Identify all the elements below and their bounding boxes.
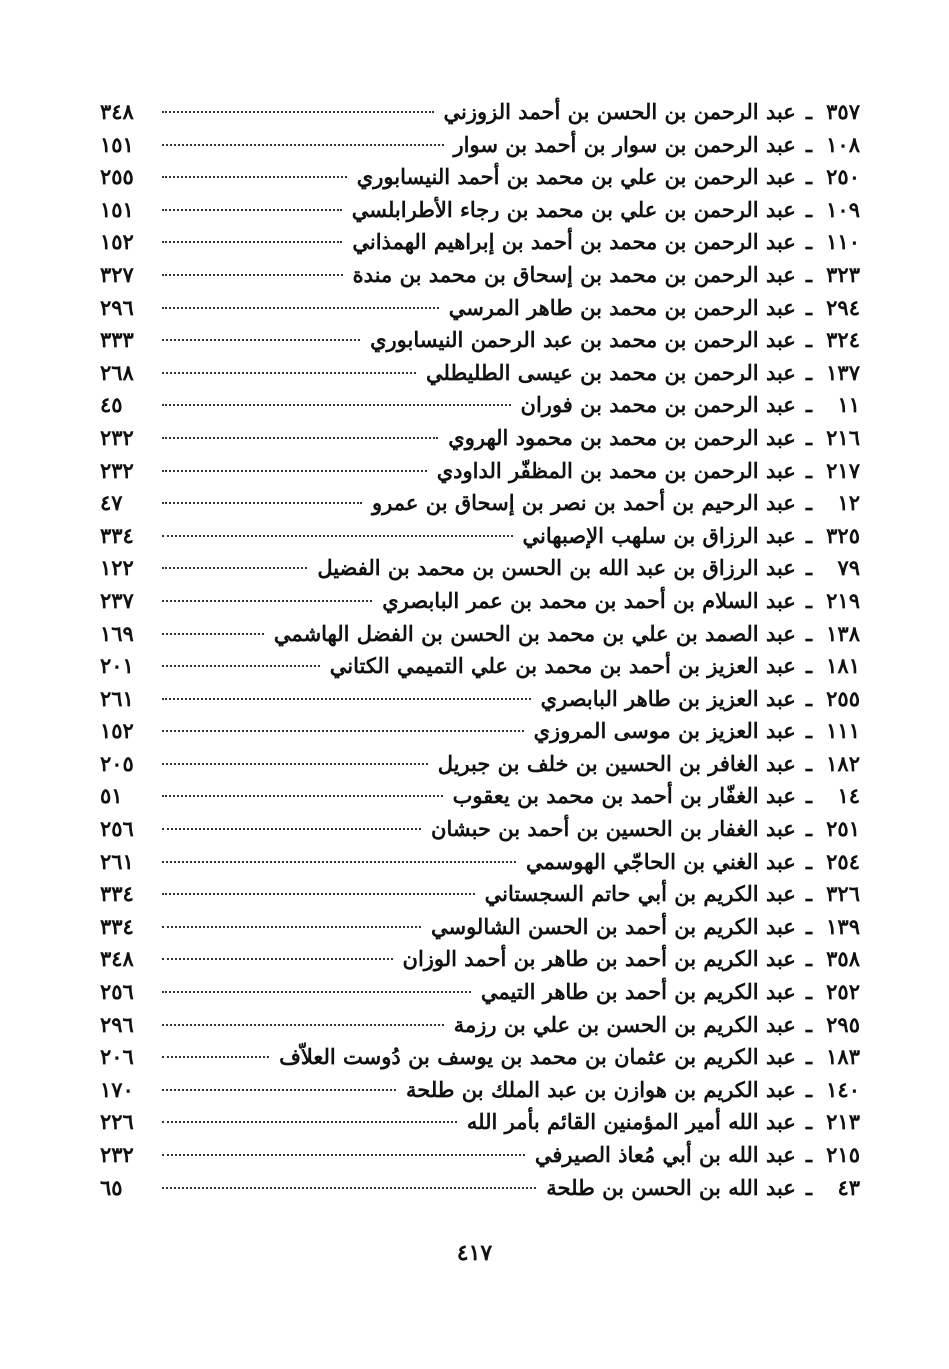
entry-number: ٢١٣	[826, 1109, 860, 1135]
dot-leader	[162, 567, 307, 569]
entry-name: عبد الرحمن بن محمد بن محمود الهروي	[448, 424, 796, 450]
entry-number: ٣٢٤	[826, 327, 860, 353]
dot-leader	[162, 1187, 536, 1189]
entry-name: عبد الرحيم بن أحمد بن نصر بن إسحاق بن عمرو	[372, 490, 796, 516]
entry-page: ١٦٩	[100, 620, 134, 646]
entry-name: عبد الصمد بن علي بن محمد بن الحسن بن الفضل الهاشمي	[273, 620, 796, 646]
index-entry	[100, 878, 860, 911]
entry-name: عبد الكريم بن أحمد بن طاهر بن أحمد الوزان	[402, 946, 796, 972]
entry-page: ٢٣٢	[100, 424, 134, 450]
index-entry	[100, 324, 860, 357]
entry-separator: ـ	[805, 261, 812, 287]
index-entry	[100, 194, 860, 227]
entry-name: عبد الغفّار بن أحمد بن محمد بن يعقوب	[452, 783, 796, 809]
entry-name: عبد الله أمير المؤمنين القائم بأمر الله	[466, 1109, 796, 1135]
entry-page: ٢٦١	[100, 685, 134, 711]
entry-separator: ـ	[805, 294, 812, 320]
entry-separator: ـ	[805, 1142, 812, 1167]
entry-page: ٣٢٧	[100, 261, 134, 287]
entry-page: ٥١	[100, 783, 123, 809]
entry-separator: ـ	[805, 685, 812, 711]
entry-separator: ـ	[805, 979, 812, 1005]
entry-name: عبد الرحمن بن محمد بن عبد الرحمن النيسابوري	[370, 327, 796, 353]
entry-page: ٢٦١	[100, 848, 134, 874]
entry-separator: ـ	[805, 913, 812, 939]
entry-page: ٢٥٦	[100, 979, 134, 1005]
index-entry	[100, 1106, 860, 1139]
entry-separator: ـ	[805, 522, 812, 548]
entry-page: ٢٣٧	[100, 587, 134, 613]
entry-number: ١٣٨	[826, 620, 860, 646]
page-number: ٤١٧	[456, 1240, 493, 1266]
entry-page: ٣٣٣	[100, 327, 134, 353]
entry-name: عبد الكريم بن الحسن بن علي بن رزمة	[453, 1011, 796, 1037]
index-entry	[100, 846, 860, 879]
entry-page: ١٥١	[100, 131, 134, 157]
entry-name: عبد الله بن الحسن بن طلحة	[546, 1174, 796, 1200]
entry-separator: ـ	[805, 783, 812, 809]
entry-separator: ـ	[805, 327, 812, 353]
entry-page: ٣٣٤	[100, 913, 134, 939]
entry-page: ٤٧	[100, 490, 123, 516]
index-entry	[100, 389, 860, 422]
entry-page: ٢٢٦	[100, 1109, 134, 1135]
entry-page: ٢٩٦	[100, 294, 134, 320]
entry-name: عبد السلام بن أحمد بن محمد بن عمر البابصري	[382, 587, 796, 613]
entry-name: عبد الرحمن بن محمد بن المظفّر الداودي	[436, 457, 796, 483]
entry-page: ٢٣٢	[100, 1142, 134, 1167]
entry-page: ٢٩٦	[100, 1011, 134, 1037]
entry-number: ٢٥٤	[826, 848, 860, 874]
index-entry	[100, 683, 860, 716]
index-entry	[100, 715, 860, 748]
dot-leader	[162, 1056, 269, 1058]
index-entry	[100, 748, 860, 781]
entry-separator: ـ	[805, 99, 812, 124]
entry-number: ١٠٨	[826, 131, 860, 157]
entry-number: ٣٢٥	[826, 522, 860, 548]
index-entry	[100, 1074, 860, 1107]
entry-page: ١٥١	[100, 196, 134, 222]
dot-leader	[162, 535, 513, 537]
entry-name: عبد الله بن أبي مُعاذ الصيرفي	[534, 1142, 796, 1167]
entry-name: عبد العزيز بن أحمد بن محمد بن علي التميمي الكتاني	[329, 653, 796, 679]
entry-number: ٢١٩	[826, 587, 860, 613]
index-entry	[100, 552, 860, 585]
entry-separator: ـ	[805, 587, 812, 613]
entry-separator: ـ	[805, 196, 812, 222]
entry-separator: ـ	[805, 816, 812, 842]
dot-leader	[162, 1024, 444, 1026]
dot-leader	[162, 861, 516, 863]
entry-number: ٢٩٥	[826, 1011, 860, 1037]
entry-name: عبد الكريم بن عثمان بن محمد بن يوسف بن دُوست العلاّف	[279, 1044, 796, 1070]
entry-page: ٢٠٥	[100, 750, 134, 776]
entry-number: ١١٠	[826, 229, 860, 255]
entry-separator: ـ	[805, 653, 812, 679]
entry-page: ٣٣٤	[100, 522, 134, 548]
entry-separator: ـ	[805, 1109, 812, 1135]
index-entry	[100, 943, 860, 976]
entry-name: عبد الكريم بن أبي حاتم السجستاني	[484, 881, 796, 907]
index-entry	[100, 226, 860, 259]
entry-separator: ـ	[805, 164, 812, 190]
dot-leader	[162, 698, 531, 700]
entry-separator: ـ	[805, 131, 812, 157]
entry-separator: ـ	[805, 392, 812, 418]
entry-separator: ـ	[805, 490, 812, 516]
index-entry	[100, 1139, 860, 1172]
dot-leader	[162, 502, 362, 504]
entry-number: ٢٥٢	[826, 979, 860, 1005]
entry-name: عبد الرحمن بن محمد بن إسحاق بن محمد بن مندة	[352, 261, 796, 287]
index-list	[100, 96, 860, 1204]
entry-page: ٢٠١	[100, 653, 134, 679]
entry-separator: ـ	[805, 946, 812, 972]
entry-name: عبد الغافر بن الحسين بن خلف بن جبريل	[437, 750, 796, 776]
entry-number: ٣٢٦	[826, 881, 860, 907]
entry-number: ٣٢٣	[826, 261, 860, 287]
dot-leader	[162, 633, 264, 635]
entry-number: ٣٥٨	[826, 946, 860, 972]
index-entry	[100, 520, 860, 553]
entry-name: عبد العزيز بن موسى المروزي	[533, 718, 796, 744]
dot-leader	[162, 600, 372, 602]
entry-number: ١١	[837, 392, 860, 418]
dot-leader	[162, 339, 360, 341]
entry-page: ٤٥	[100, 392, 123, 418]
entry-name: عبد الرزاق بن سلهب الإصبهاني	[522, 522, 796, 548]
entry-name: عبد العزيز بن طاهر البابصري	[540, 685, 796, 711]
entry-name: عبد الرحمن بن علي بن محمد بن أحمد النيسابوري	[356, 164, 796, 190]
entry-number: ١٣٧	[826, 359, 860, 385]
entry-number: ١٣٩	[826, 913, 860, 939]
index-entry	[100, 1041, 860, 1074]
dot-leader	[162, 926, 421, 928]
dot-leader	[162, 404, 511, 406]
index-entry	[100, 129, 860, 162]
entry-number: ١٨٢	[826, 750, 860, 776]
entry-number: ٧٩	[837, 555, 860, 581]
entry-separator: ـ	[805, 1011, 812, 1037]
index-entry	[100, 618, 860, 651]
entry-number: ١٤	[837, 783, 860, 809]
entry-separator: ـ	[805, 620, 812, 646]
index-entry	[100, 1009, 860, 1042]
entry-separator: ـ	[805, 424, 812, 450]
entry-number: ٣٥٧	[826, 99, 860, 124]
index-entry	[100, 585, 860, 618]
entry-name: عبد الكريم بن هوازن بن عبد الملك بن طلحة	[406, 1076, 796, 1102]
entry-page: ١٥٢	[100, 229, 134, 255]
index-entry	[100, 911, 860, 944]
dot-leader	[162, 1154, 525, 1156]
entry-page: ١٧٠	[100, 1076, 134, 1102]
entry-separator: ـ	[805, 848, 812, 874]
entry-number: ٢٩٤	[826, 294, 860, 320]
dot-leader	[162, 1121, 457, 1123]
entry-number: ٤٣	[837, 1174, 860, 1200]
dot-leader	[162, 665, 320, 667]
index-entry	[100, 96, 860, 129]
entry-name: عبد الرحمن بن سوار بن أحمد بن سوار	[453, 131, 796, 157]
entry-name: عبد الغفار بن الحسين بن أحمد بن حبشان	[431, 816, 796, 842]
entry-number: ١٠٩	[826, 196, 860, 222]
dot-leader	[162, 209, 342, 211]
dot-leader	[162, 307, 439, 309]
entry-separator: ـ	[805, 1174, 812, 1200]
entry-name: عبد الغني بن الحاجّي الهوسمي	[526, 848, 796, 874]
entry-separator: ـ	[805, 555, 812, 581]
entry-name: عبد الرحمن بن محمد بن فوران	[520, 392, 796, 418]
index-entry	[100, 976, 860, 1009]
entry-page: ٢٥٥	[100, 164, 134, 190]
entry-number: ١٢	[837, 490, 860, 516]
index-entry	[100, 780, 860, 813]
dot-leader	[162, 763, 428, 765]
dot-leader	[162, 991, 471, 993]
entry-number: ٢١٧	[826, 457, 860, 483]
entry-name: عبد الرحمن بن علي بن محمد بن رجاء الأطرابلسي	[351, 196, 796, 222]
entry-number: ٢١٥	[826, 1142, 860, 1167]
index-entry	[100, 455, 860, 488]
index-entry	[100, 1172, 860, 1205]
entry-separator: ـ	[805, 229, 812, 255]
entry-name: عبد الرحمن بن الحسن بن أحمد الزوزني	[443, 99, 796, 124]
entry-page: ٦٥	[100, 1174, 123, 1200]
entry-page: ٣٤٨	[100, 99, 134, 124]
dot-leader	[162, 111, 434, 113]
index-entry	[100, 422, 860, 455]
entry-number: ١٨٣	[826, 1044, 860, 1070]
entry-separator: ـ	[805, 457, 812, 483]
entry-number: ١١١	[826, 718, 860, 744]
index-entry	[100, 161, 860, 194]
dot-leader	[162, 437, 438, 439]
entry-number: ١٨١	[826, 653, 860, 679]
entry-name: عبد الكريم بن أحمد بن الحسن الشالوسي	[430, 913, 796, 939]
dot-leader	[162, 958, 393, 960]
entry-separator: ـ	[805, 1076, 812, 1102]
dot-leader	[162, 176, 347, 178]
entry-number: ١٤٠	[826, 1076, 860, 1102]
index-entry	[100, 259, 860, 292]
entry-number: ٢٥٥	[826, 685, 860, 711]
entry-separator: ـ	[805, 881, 812, 907]
entry-separator: ـ	[805, 750, 812, 776]
dot-leader	[162, 241, 342, 243]
dot-leader	[162, 144, 444, 146]
entry-page: ٢٠٦	[100, 1044, 134, 1070]
entry-page: ٢٣٢	[100, 457, 134, 483]
entry-name: عبد الرحمن بن محمد بن عيسى الطليطلي	[425, 359, 796, 385]
entry-page: ٢٥٦	[100, 816, 134, 842]
index-entry	[100, 292, 860, 325]
entry-name: عبد الرحمن بن محمد بن أحمد بن إبراهيم الهمذاني	[352, 229, 796, 255]
dot-leader	[162, 795, 443, 797]
entry-name: عبد الرحمن بن محمد بن طاهر المرسي	[448, 294, 796, 320]
index-entry	[100, 487, 860, 520]
entry-page: ٣٤٨	[100, 946, 134, 972]
dot-leader	[162, 470, 427, 472]
entry-number: ٢٥٠	[826, 164, 860, 190]
dot-leader	[162, 730, 524, 732]
index-entry	[100, 357, 860, 390]
index-entry	[100, 650, 860, 683]
entry-page: ٣٣٤	[100, 881, 134, 907]
entry-page: ١٢٢	[100, 555, 134, 581]
entry-separator: ـ	[805, 718, 812, 744]
dot-leader	[162, 828, 421, 830]
index-entry	[100, 813, 860, 846]
dot-leader	[162, 893, 475, 895]
entry-number: ٢١٦	[826, 424, 860, 450]
dot-leader	[162, 1089, 396, 1091]
dot-leader	[162, 274, 343, 276]
dot-leader	[162, 372, 416, 374]
entry-name: عبد الرزاق بن عبد الله بن الحسن بن محمد بن الفضيل	[317, 555, 796, 581]
entry-separator: ـ	[805, 1044, 812, 1070]
entry-name: عبد الكريم بن أحمد بن طاهر التيمي	[480, 979, 796, 1005]
entry-separator: ـ	[805, 359, 812, 385]
entry-page: ١٥٢	[100, 718, 134, 744]
entry-number: ٢٥١	[826, 816, 860, 842]
entry-page: ٢٦٨	[100, 359, 134, 385]
